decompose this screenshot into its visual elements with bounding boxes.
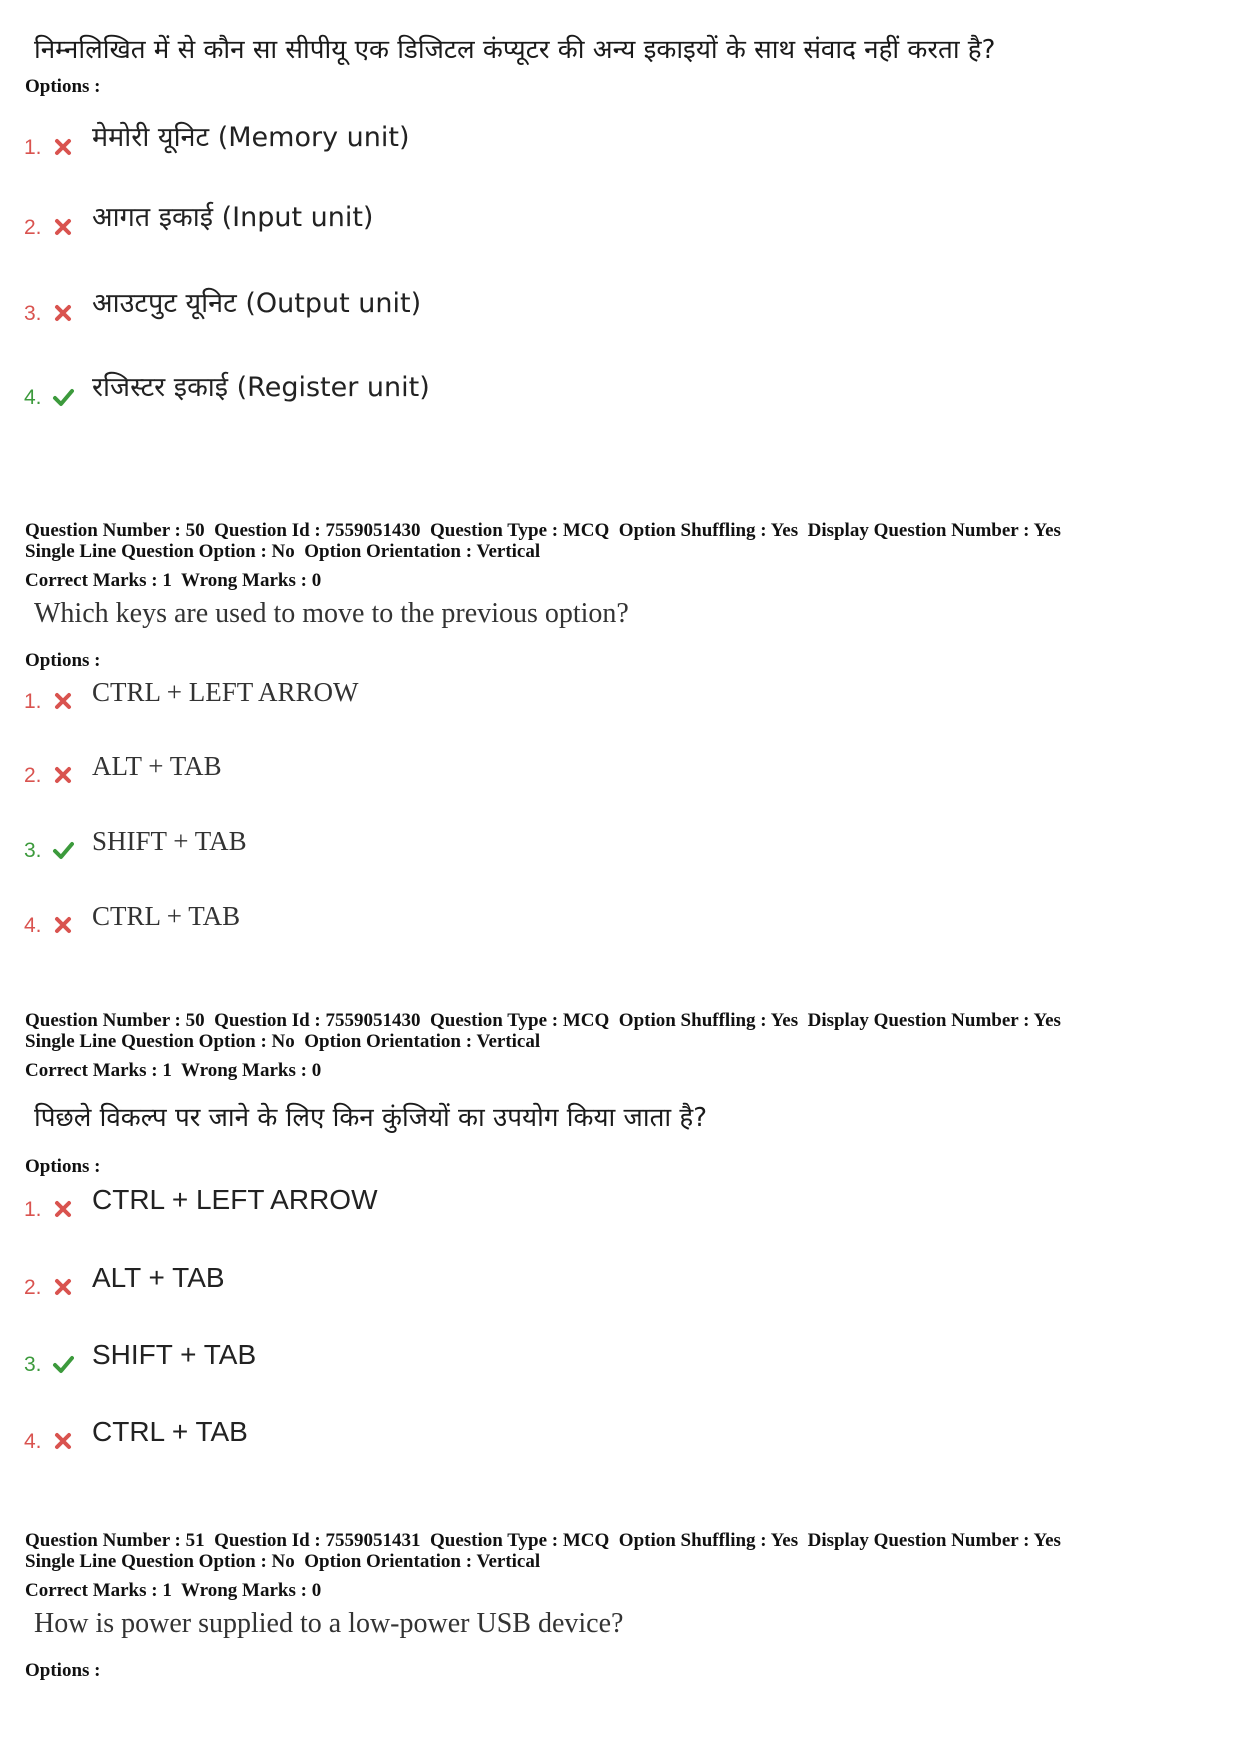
option-1 <box>24 120 924 160</box>
option-number: 1. <box>24 690 42 713</box>
question-marks: Correct Marks : 1 Wrong Marks : 0 <box>25 1580 322 1601</box>
options-label: Options : <box>25 650 101 671</box>
question-meta-line1: Question Number : 50 Question Id : 7559051430 Question Type : MCQ Option Shuffling : Yes Display Question Number : Yes <box>25 1010 1061 1031</box>
option-text: SHIFT + TAB <box>92 1339 257 1370</box>
options-label: Options : <box>25 76 101 97</box>
option-4 <box>24 1414 924 1454</box>
option-text: आउटपुट यूनिट (Output unit) <box>92 288 422 319</box>
options-label: Options : <box>25 1660 101 1681</box>
option-number: 4. <box>24 1430 42 1453</box>
option-text: रजिस्टर इकाई (Register unit) <box>92 372 430 403</box>
option-number: 2. <box>24 764 42 787</box>
option-4 <box>24 370 924 410</box>
option-3 <box>24 823 924 863</box>
question-marks: Correct Marks : 1 Wrong Marks : 0 <box>25 570 322 591</box>
option-number: 1. <box>24 1198 42 1221</box>
option-text: मेमोरी यूनिट (Memory unit) <box>92 122 410 153</box>
option-4 <box>24 898 924 938</box>
option-number: 1. <box>24 136 42 159</box>
option-text: SHIFT + TAB <box>92 826 247 856</box>
option-text: CTRL + LEFT ARROW <box>92 677 359 707</box>
cross-icon <box>52 216 74 238</box>
option-number: 2. <box>24 216 42 239</box>
check-icon <box>52 839 74 861</box>
cross-icon <box>52 690 74 712</box>
option-2 <box>24 200 924 240</box>
options-label: Options : <box>25 1156 101 1177</box>
question-text-english: Which keys are used to move to the previous option? <box>34 598 629 629</box>
option-2 <box>24 1260 924 1300</box>
option-number: 3. <box>24 839 42 862</box>
question-meta-line2: Single Line Question Option : No Option Orientation : Vertical <box>25 1551 541 1572</box>
option-text: CTRL + TAB <box>92 1416 248 1447</box>
option-text: ALT + TAB <box>92 1262 225 1293</box>
check-icon <box>52 386 74 408</box>
cross-icon <box>52 914 74 936</box>
option-2 <box>24 748 924 788</box>
question-meta-line1: Question Number : 51 Question Id : 7559051431 Question Type : MCQ Option Shuffling : Yes Display Question Number : Yes <box>25 1530 1061 1551</box>
option-text: ALT + TAB <box>92 751 222 781</box>
question-text-hindi-keys: पिछले विकल्प पर जाने के लिए किन कुंजियों का उपयोग किया जाता है? <box>34 1103 707 1133</box>
question-meta-line2: Single Line Question Option : No Option Orientation : Vertical <box>25 1031 541 1052</box>
question-marks: Correct Marks : 1 Wrong Marks : 0 <box>25 1060 322 1081</box>
cross-icon <box>52 764 74 786</box>
question-text-english: How is power supplied to a low-power USB device? <box>34 1608 624 1639</box>
option-text: CTRL + TAB <box>92 901 241 931</box>
option-number: 4. <box>24 386 42 409</box>
option-number: 3. <box>24 302 42 325</box>
option-3 <box>24 286 924 326</box>
cross-icon <box>52 136 74 158</box>
check-icon <box>52 1353 74 1375</box>
question-meta-line1: Question Number : 50 Question Id : 7559051430 Question Type : MCQ Option Shuffling : Yes Display Question Number : Yes <box>25 520 1061 541</box>
option-3 <box>24 1337 924 1377</box>
cross-icon <box>52 302 74 324</box>
cross-icon <box>52 1276 74 1298</box>
cross-icon <box>52 1430 74 1452</box>
option-number: 3. <box>24 1353 42 1376</box>
option-text: CTRL + LEFT ARROW <box>92 1184 378 1215</box>
cross-icon <box>52 1198 74 1220</box>
question-text-hindi-cpu: निम्नलिखित में से कौन सा सीपीयू एक डिजिटल कंप्यूटर की अन्य इकाइयों के साथ संवाद नहीं करता है? <box>34 35 996 65</box>
option-1 <box>24 674 924 714</box>
option-text: आगत इकाई (Input unit) <box>92 202 374 233</box>
option-1 <box>24 1182 924 1222</box>
option-number: 2. <box>24 1276 42 1299</box>
option-number: 4. <box>24 914 42 937</box>
question-meta-line2: Single Line Question Option : No Option Orientation : Vertical <box>25 541 541 562</box>
